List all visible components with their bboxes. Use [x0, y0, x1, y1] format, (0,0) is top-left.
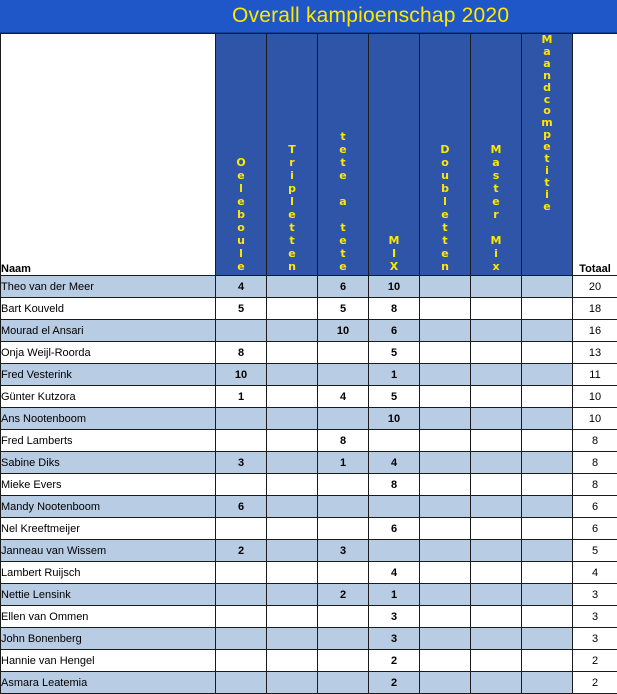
- column-header-oeleboule: [216, 34, 267, 276]
- title-bar: [0, 0, 617, 33]
- player-name-cell[interactable]: Mieke Evers: [1, 474, 216, 496]
- score-cell[interactable]: [420, 342, 471, 364]
- score-cell[interactable]: 3: [369, 606, 420, 628]
- score-cell[interactable]: [267, 628, 318, 650]
- header-letter: n: [543, 70, 551, 82]
- score-cell[interactable]: [318, 650, 369, 672]
- score-cell[interactable]: [318, 606, 369, 628]
- table-row: [1, 518, 617, 540]
- table-row: [1, 298, 617, 320]
- player-name-cell[interactable]: Fred Lamberts: [1, 430, 216, 452]
- score-cell[interactable]: [471, 650, 522, 672]
- score-cell[interactable]: [420, 496, 471, 518]
- score-cell[interactable]: 2: [318, 584, 369, 606]
- total-cell[interactable]: 6: [573, 496, 617, 518]
- score-cell[interactable]: [216, 562, 267, 584]
- standings-table: [0, 33, 617, 694]
- score-cell[interactable]: 2: [369, 672, 420, 694]
- header-letter: t: [442, 234, 447, 247]
- header-letter: e: [237, 260, 244, 273]
- score-cell[interactable]: 8: [216, 342, 267, 364]
- table-row: [1, 276, 617, 298]
- score-cell[interactable]: [420, 628, 471, 650]
- header-letter: b: [441, 182, 449, 195]
- header-letter: x: [492, 260, 499, 273]
- header-label-maandcompetitie: [522, 34, 572, 273]
- column-header-master-mix: [471, 34, 522, 276]
- total-cell[interactable]: 2: [573, 650, 617, 672]
- score-cell[interactable]: 5: [369, 386, 420, 408]
- score-cell[interactable]: [522, 474, 573, 496]
- header-label-tripletten: [267, 34, 317, 273]
- score-cell[interactable]: 4: [369, 452, 420, 474]
- total-cell[interactable]: 3: [573, 628, 617, 650]
- table-row: [1, 430, 617, 452]
- table-row: [1, 584, 617, 606]
- score-cell[interactable]: [522, 628, 573, 650]
- header-letter: a: [339, 195, 346, 208]
- header-letter: r: [493, 208, 498, 221]
- header-letter: u: [237, 234, 245, 247]
- score-cell[interactable]: 2: [369, 650, 420, 672]
- player-name-cell[interactable]: Bart Kouveld: [1, 298, 216, 320]
- score-cell[interactable]: 1: [318, 452, 369, 474]
- column-header-tripletten: [267, 34, 318, 276]
- score-cell[interactable]: 10: [369, 276, 420, 298]
- header-letter: c: [544, 94, 551, 106]
- score-cell[interactable]: [522, 562, 573, 584]
- score-cell[interactable]: [471, 672, 522, 694]
- score-cell[interactable]: [267, 276, 318, 298]
- score-cell[interactable]: [420, 584, 471, 606]
- score-cell[interactable]: [471, 584, 522, 606]
- score-cell[interactable]: [522, 364, 573, 386]
- table-row: [1, 364, 617, 386]
- score-cell[interactable]: [216, 628, 267, 650]
- score-cell[interactable]: 10: [369, 408, 420, 430]
- header-letter: b: [237, 208, 245, 221]
- table-row: [1, 474, 617, 496]
- header-letter: M: [491, 234, 502, 247]
- total-cell[interactable]: 6: [573, 518, 617, 540]
- total-cell[interactable]: 3: [573, 584, 617, 606]
- header-letter: [494, 221, 498, 234]
- score-cell[interactable]: [420, 364, 471, 386]
- score-cell[interactable]: [420, 452, 471, 474]
- header-letter: e: [492, 195, 499, 208]
- score-cell[interactable]: 5: [369, 342, 420, 364]
- header-letter: e: [339, 234, 346, 247]
- header-letter: p: [543, 129, 551, 141]
- score-cell[interactable]: [420, 276, 471, 298]
- score-cell[interactable]: [522, 298, 573, 320]
- score-cell[interactable]: [522, 584, 573, 606]
- score-cell[interactable]: [471, 430, 522, 452]
- score-cell[interactable]: [318, 496, 369, 518]
- score-cell[interactable]: [216, 320, 267, 342]
- score-cell[interactable]: [420, 518, 471, 540]
- player-name-cell[interactable]: Janneau van Wissem: [1, 540, 216, 562]
- header-letter: r: [289, 156, 294, 169]
- score-cell[interactable]: 5: [216, 298, 267, 320]
- score-cell[interactable]: [216, 672, 267, 694]
- score-cell[interactable]: [318, 672, 369, 694]
- header-letter: e: [441, 247, 448, 260]
- score-cell[interactable]: [267, 342, 318, 364]
- score-cell[interactable]: [471, 562, 522, 584]
- score-cell[interactable]: [318, 628, 369, 650]
- player-name-cell[interactable]: Lambert Ruijsch: [1, 562, 216, 584]
- score-cell[interactable]: [522, 342, 573, 364]
- score-cell[interactable]: [471, 452, 522, 474]
- score-cell[interactable]: [318, 342, 369, 364]
- total-cell[interactable]: 18: [573, 298, 617, 320]
- header-letter: i: [545, 189, 549, 201]
- header-letter: e: [339, 143, 346, 156]
- header-letter: d: [543, 82, 551, 94]
- header-letter: t: [340, 156, 345, 169]
- score-cell[interactable]: [471, 540, 522, 562]
- player-name-cell[interactable]: Günter Kutzora: [1, 386, 216, 408]
- score-cell[interactable]: [318, 474, 369, 496]
- header-letter: t: [544, 153, 549, 165]
- score-cell[interactable]: [267, 320, 318, 342]
- score-cell[interactable]: 1: [369, 584, 420, 606]
- header-letter: t: [289, 221, 294, 234]
- header-letter: t: [493, 182, 498, 195]
- score-cell[interactable]: [420, 562, 471, 584]
- table-row: [1, 562, 617, 584]
- header-letter: X: [390, 260, 398, 273]
- header-letter: [341, 208, 345, 221]
- score-cell[interactable]: [522, 452, 573, 474]
- score-cell[interactable]: 5: [318, 298, 369, 320]
- header-letter: M: [389, 234, 400, 247]
- header-letter: p: [288, 182, 296, 195]
- total-cell[interactable]: 2: [573, 672, 617, 694]
- score-cell[interactable]: [267, 650, 318, 672]
- header-letter: O: [236, 156, 245, 169]
- header-letter: l: [239, 182, 243, 195]
- header-letter: o: [543, 105, 551, 117]
- score-cell[interactable]: [522, 540, 573, 562]
- score-cell[interactable]: [216, 474, 267, 496]
- header-letter: o: [237, 221, 245, 234]
- score-cell[interactable]: [318, 518, 369, 540]
- table-row: [1, 386, 617, 408]
- score-cell[interactable]: 8: [318, 430, 369, 452]
- score-cell[interactable]: [471, 518, 522, 540]
- header-letter: l: [239, 247, 243, 260]
- player-name-cell[interactable]: Hannie van Hengel: [1, 650, 216, 672]
- score-cell[interactable]: [522, 276, 573, 298]
- score-cell[interactable]: [267, 584, 318, 606]
- score-cell[interactable]: 1: [216, 386, 267, 408]
- header-letter: n: [441, 260, 449, 273]
- header-row: [1, 34, 617, 276]
- score-cell[interactable]: [420, 386, 471, 408]
- header-letter: o: [441, 156, 449, 169]
- table-row: [1, 342, 617, 364]
- header-letter: e: [441, 208, 448, 221]
- score-cell[interactable]: [267, 562, 318, 584]
- header-letter: i: [290, 169, 294, 182]
- table-row: [1, 452, 617, 474]
- header-letter: u: [441, 169, 449, 182]
- score-cell[interactable]: [420, 320, 471, 342]
- score-cell[interactable]: [216, 584, 267, 606]
- player-name-cell[interactable]: Sabine Diks: [1, 452, 216, 474]
- name-column-header: Naam: [1, 34, 216, 276]
- score-cell[interactable]: [267, 672, 318, 694]
- score-cell[interactable]: [522, 320, 573, 342]
- score-cell[interactable]: [318, 562, 369, 584]
- score-cell[interactable]: 2: [216, 540, 267, 562]
- header-letter: l: [443, 195, 447, 208]
- table-row: [1, 628, 617, 650]
- score-cell[interactable]: [267, 496, 318, 518]
- score-cell[interactable]: 3: [216, 452, 267, 474]
- table-row: [1, 650, 617, 672]
- header-letter: e: [543, 201, 550, 213]
- score-cell[interactable]: [267, 408, 318, 430]
- score-cell[interactable]: [522, 650, 573, 672]
- score-cell[interactable]: 1: [369, 364, 420, 386]
- total-cell[interactable]: 8: [573, 430, 617, 452]
- header-letter: e: [288, 247, 295, 260]
- score-cell[interactable]: [369, 540, 420, 562]
- header-letter: l: [290, 195, 294, 208]
- score-cell[interactable]: [420, 540, 471, 562]
- score-cell[interactable]: [267, 386, 318, 408]
- score-cell[interactable]: [369, 430, 420, 452]
- score-cell[interactable]: 4: [216, 276, 267, 298]
- score-cell[interactable]: 8: [369, 298, 420, 320]
- header-letter: a: [543, 58, 550, 70]
- player-name-cell[interactable]: Fred Vesterink: [1, 364, 216, 386]
- total-cell[interactable]: 3: [573, 606, 617, 628]
- score-cell[interactable]: [216, 408, 267, 430]
- score-cell[interactable]: 3: [369, 628, 420, 650]
- score-cell[interactable]: [420, 430, 471, 452]
- standings-body: [1, 276, 617, 694]
- score-cell[interactable]: [420, 672, 471, 694]
- header-letter: t: [340, 221, 345, 234]
- column-header-tete-a-tete: [318, 34, 369, 276]
- table-row: [1, 540, 617, 562]
- score-cell[interactable]: [267, 298, 318, 320]
- score-cell[interactable]: [318, 364, 369, 386]
- player-name-cell[interactable]: Ellen van Ommen: [1, 606, 216, 628]
- table-row: [1, 408, 617, 430]
- score-cell[interactable]: [471, 386, 522, 408]
- player-name-cell[interactable]: Ans Nootenboom: [1, 408, 216, 430]
- score-cell[interactable]: [522, 408, 573, 430]
- score-cell[interactable]: [522, 672, 573, 694]
- score-cell[interactable]: [522, 606, 573, 628]
- score-cell[interactable]: [471, 298, 522, 320]
- header-letter: I: [392, 247, 396, 260]
- score-cell[interactable]: [216, 650, 267, 672]
- score-cell[interactable]: 6: [216, 496, 267, 518]
- header-letter: t: [442, 221, 447, 234]
- score-cell[interactable]: [267, 430, 318, 452]
- total-cell[interactable]: 10: [573, 408, 617, 430]
- score-cell[interactable]: [471, 628, 522, 650]
- score-cell[interactable]: [267, 606, 318, 628]
- score-cell[interactable]: [216, 518, 267, 540]
- header-letter: s: [493, 169, 500, 182]
- score-cell[interactable]: 4: [318, 386, 369, 408]
- total-cell[interactable]: 13: [573, 342, 617, 364]
- total-column-header: Totaal: [573, 34, 617, 276]
- header-letter: [341, 182, 345, 195]
- score-cell[interactable]: [216, 430, 267, 452]
- score-cell[interactable]: [369, 496, 420, 518]
- score-cell[interactable]: 6: [318, 276, 369, 298]
- player-name-cell[interactable]: Asmara Leatemia: [1, 672, 216, 694]
- player-name-cell[interactable]: Onja Weijl-Roorda: [1, 342, 216, 364]
- total-cell[interactable]: 10: [573, 386, 617, 408]
- header-label-doubletten: [420, 34, 470, 273]
- header-letter: m: [541, 117, 552, 129]
- column-header-maandcompetitie: [522, 34, 573, 276]
- header-letter: t: [289, 234, 294, 247]
- score-cell[interactable]: 8: [369, 474, 420, 496]
- score-cell[interactable]: 3: [318, 540, 369, 562]
- score-cell[interactable]: [216, 606, 267, 628]
- score-cell[interactable]: 6: [369, 320, 420, 342]
- player-name-cell[interactable]: Nettie Lensink: [1, 584, 216, 606]
- player-name-cell[interactable]: Mourad el Ansari: [1, 320, 216, 342]
- player-name-cell[interactable]: John Bonenberg: [1, 628, 216, 650]
- header-label-tete-a-tete: [318, 34, 368, 273]
- header-letter: e: [288, 208, 295, 221]
- header-letter: e: [237, 195, 244, 208]
- score-cell[interactable]: [471, 364, 522, 386]
- table-row: [1, 672, 617, 694]
- score-cell[interactable]: 4: [369, 562, 420, 584]
- total-cell[interactable]: 8: [573, 452, 617, 474]
- score-cell[interactable]: [522, 386, 573, 408]
- total-cell[interactable]: 20: [573, 276, 617, 298]
- score-cell[interactable]: [471, 496, 522, 518]
- header-letter: a: [543, 46, 550, 58]
- score-cell[interactable]: [267, 452, 318, 474]
- header-letter: e: [339, 169, 346, 182]
- total-cell[interactable]: 5: [573, 540, 617, 562]
- score-cell[interactable]: [420, 650, 471, 672]
- header-letter: t: [340, 130, 345, 143]
- header-letter: M: [491, 143, 502, 156]
- score-cell[interactable]: [471, 342, 522, 364]
- header-letter: T: [288, 143, 296, 156]
- score-cell[interactable]: [420, 408, 471, 430]
- score-cell[interactable]: 10: [318, 320, 369, 342]
- header-letter: i: [494, 247, 498, 260]
- header-label-master-mix: [471, 34, 521, 273]
- score-cell[interactable]: [318, 408, 369, 430]
- header-letter: n: [288, 260, 296, 273]
- total-cell[interactable]: 4: [573, 562, 617, 584]
- header-letter: D: [440, 143, 449, 156]
- score-cell[interactable]: [471, 320, 522, 342]
- score-cell[interactable]: [471, 474, 522, 496]
- score-cell[interactable]: [267, 474, 318, 496]
- score-cell[interactable]: [420, 474, 471, 496]
- column-header-mix: [369, 34, 420, 276]
- table-row: [1, 606, 617, 628]
- score-cell[interactable]: [522, 430, 573, 452]
- player-name-cell[interactable]: Nel Kreeftmeijer: [1, 518, 216, 540]
- score-cell[interactable]: 6: [369, 518, 420, 540]
- score-cell[interactable]: [522, 496, 573, 518]
- score-cell[interactable]: [420, 298, 471, 320]
- header-letter: i: [545, 165, 549, 177]
- header-letter: a: [492, 156, 499, 169]
- header-letter: e: [543, 141, 550, 153]
- total-cell[interactable]: 8: [573, 474, 617, 496]
- score-cell[interactable]: [471, 408, 522, 430]
- score-cell[interactable]: [471, 276, 522, 298]
- score-cell[interactable]: 10: [216, 364, 267, 386]
- score-cell[interactable]: [267, 364, 318, 386]
- score-cell[interactable]: [420, 606, 471, 628]
- player-name-cell[interactable]: Mandy Nootenboom: [1, 496, 216, 518]
- player-name-cell[interactable]: Theo van der Meer: [1, 276, 216, 298]
- column-header-doubletten: [420, 34, 471, 276]
- header-letter: e: [237, 169, 244, 182]
- header-letter: t: [340, 247, 345, 260]
- total-cell[interactable]: 16: [573, 320, 617, 342]
- header-letter: e: [339, 260, 346, 273]
- header-label-oeleboule: [216, 34, 266, 273]
- header-letter: M: [542, 34, 553, 46]
- score-cell[interactable]: [267, 540, 318, 562]
- score-cell[interactable]: [267, 518, 318, 540]
- total-cell[interactable]: 11: [573, 364, 617, 386]
- table-row: [1, 496, 617, 518]
- score-cell[interactable]: [471, 606, 522, 628]
- sheet-title: Overall kampioenschap 2020: [232, 4, 509, 28]
- score-cell[interactable]: [522, 518, 573, 540]
- header-letter: t: [544, 177, 549, 189]
- table-row: [1, 320, 617, 342]
- header-label-mix: [369, 34, 419, 273]
